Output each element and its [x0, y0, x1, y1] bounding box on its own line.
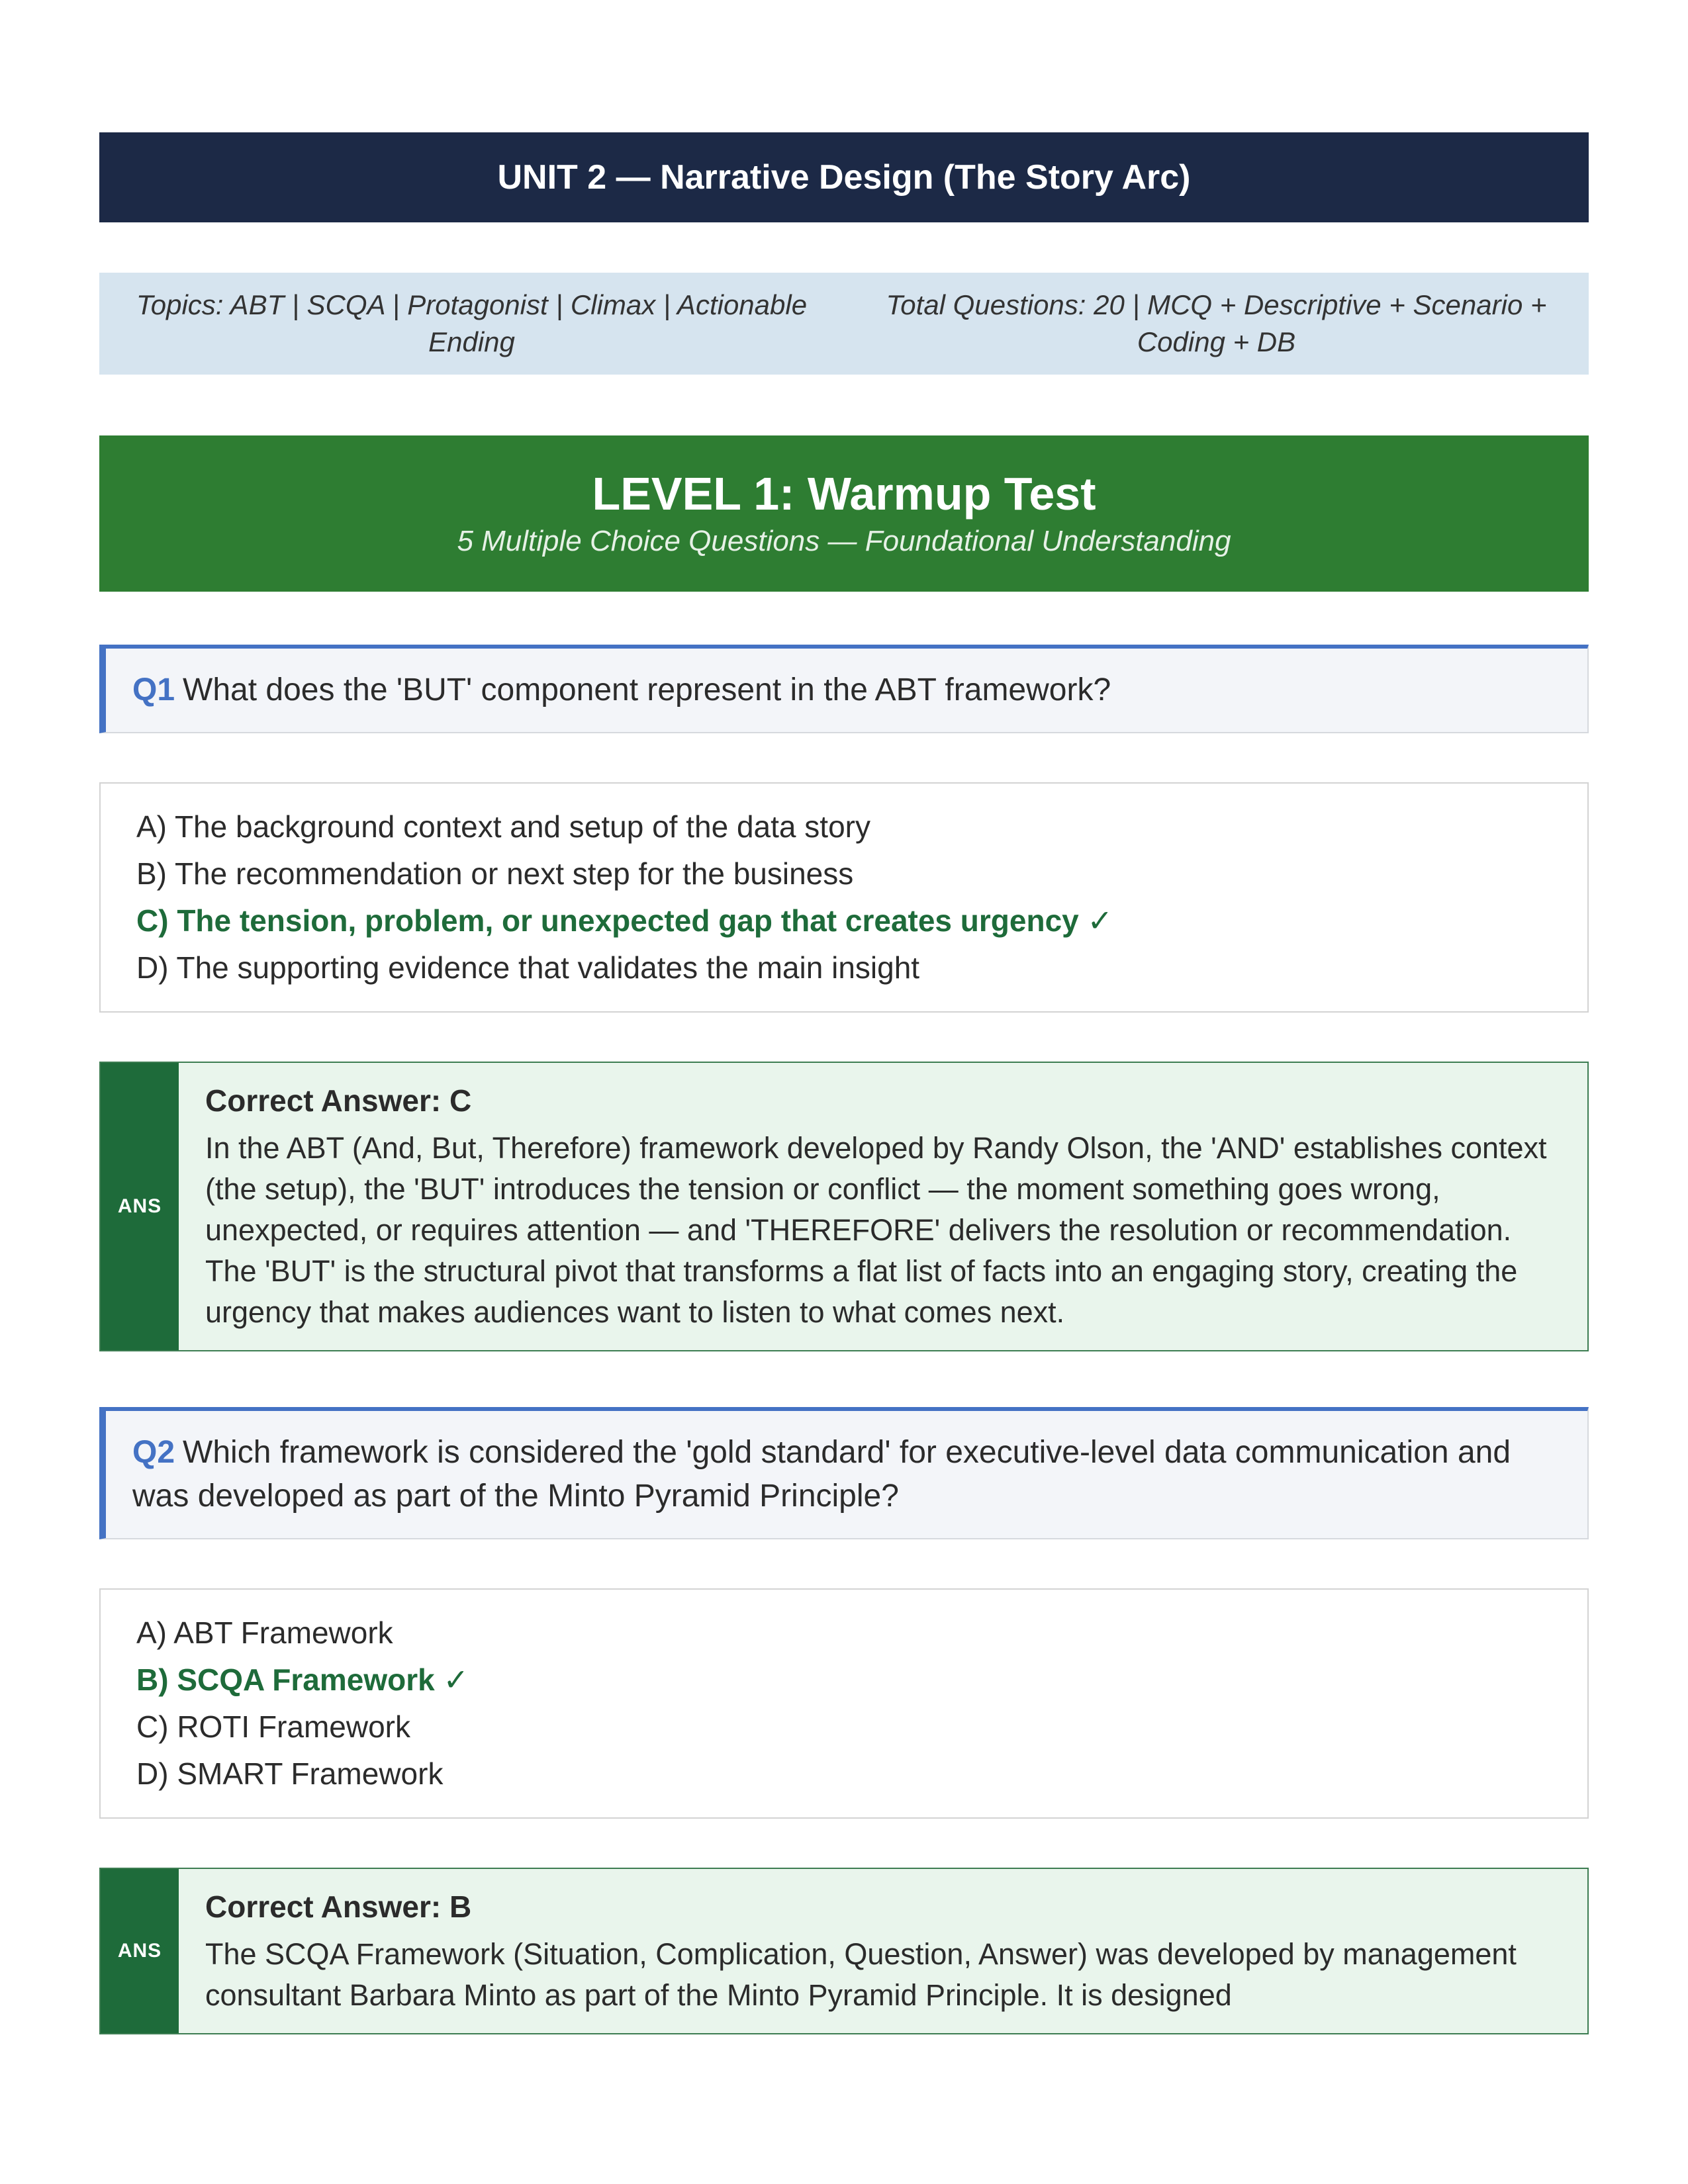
unit-header — [99, 132, 1589, 222]
exam-page — [99, 132, 1589, 2034]
answer-box-q1 — [99, 1062, 1589, 1351]
answer-body — [179, 1869, 1587, 2033]
question-q2 — [99, 1407, 1589, 1539]
question-label: Q1 — [132, 672, 175, 707]
answer-title: Correct Answer: C — [205, 1083, 472, 1118]
option-d: D) SMART Framework — [136, 1756, 444, 1791]
answer-explanation: The SCQA Framework (Situation, Complication, Question, Answer) was developed by management consultant Barbara Minto as part of the Minto Pyramid Principle. It is designed — [205, 1937, 1517, 2012]
option-c: C) ROTI Framework — [136, 1709, 410, 1744]
answer-box-q2 — [99, 1868, 1589, 2034]
level-subtitle: 5 Multiple Choice Questions — Foundational Understanding — [457, 525, 1231, 557]
question-q1 — [99, 645, 1589, 733]
ans-tag: ANS — [101, 1063, 179, 1350]
option-a: A) The background context and setup of the data story — [136, 809, 870, 844]
answer-body — [179, 1063, 1587, 1350]
ans-tag: ANS — [101, 1869, 179, 2033]
options-q1 — [99, 782, 1589, 1013]
answer-explanation: In the ABT (And, But, Therefore) framework developed by Randy Olson, the 'AND' establishes context (the setup), the 'BUT' introduces the tension or conflict — the moment something goes wrong, unexpected, or requires attention — and 'THEREFORE' delivers the resolution or recommendation. The 'BUT' is the structural pivot that transforms a flat list of facts into an engaging story, creating the urgency that makes audiences want to listen to what comes next. — [205, 1131, 1547, 1329]
answer-title: Correct Answer: B — [205, 1889, 472, 1924]
question-text: What does the 'BUT' component represent in the ABT framework? — [183, 672, 1111, 707]
question-summary: Total Questions: 20 | MCQ + Descriptive + Scenario + Coding + DB — [886, 289, 1547, 357]
question-label: Q2 — [132, 1435, 175, 1470]
level-title: LEVEL 1: Warmup Test — [592, 468, 1096, 520]
option-d: D) The supporting evidence that validates the main insight — [136, 950, 920, 985]
option-b-correct: B) SCQA Framework ✓ — [136, 1662, 469, 1697]
options-q2 — [99, 1588, 1589, 1819]
topics-box — [99, 273, 1589, 375]
question-text: Which framework is considered the 'gold standard' for executive-level data communication and was developed as part of the Minto Pyramid Principle? — [132, 1435, 1511, 1514]
unit-title: UNIT 2 — Narrative Design (The Story Arc) — [497, 158, 1191, 197]
topics-list: Topics: ABT | SCQA | Protagonist | Climax | Actionable Ending — [136, 289, 808, 357]
option-b: B) The recommendation or next step for the business — [136, 856, 854, 891]
level-banner — [99, 435, 1589, 592]
option-a: A) ABT Framework — [136, 1615, 393, 1650]
option-c-correct: C) The tension, problem, or unexpected gap that creates urgency ✓ — [136, 903, 1113, 938]
